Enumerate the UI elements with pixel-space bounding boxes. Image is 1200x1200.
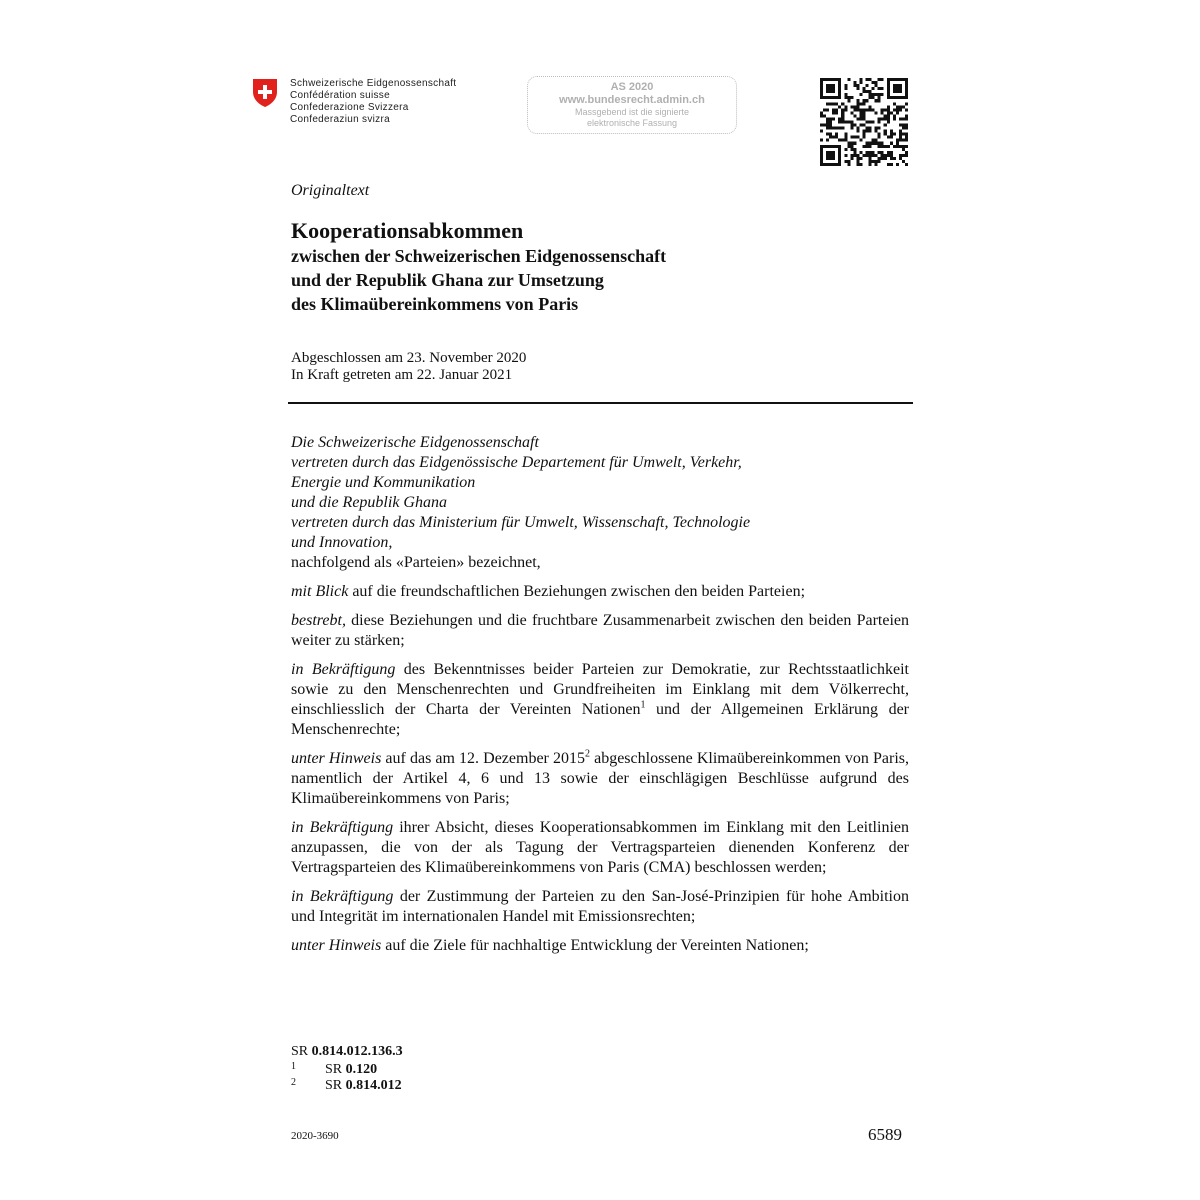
- preamble-paragraph: [291, 936, 909, 956]
- document-number: 2020-3690: [291, 1130, 339, 1142]
- footnote-ref[interactable]: 0.120: [345, 1062, 378, 1077]
- footnote-number: 1: [291, 1061, 296, 1072]
- preamble-paragraph: [291, 749, 909, 809]
- paragraph-text: auf die Ziele für nachhaltige Entwicklung der Vereinten Nationen;: [381, 937, 809, 954]
- footnote-prefix: SR: [325, 1078, 346, 1093]
- preamble-paragraph: [291, 611, 909, 651]
- paragraph-text: auf das am 12. Dezember 2015: [381, 750, 585, 767]
- footnote-number: 2: [291, 1077, 296, 1088]
- swiss-coat-of-arms-icon: [252, 78, 278, 108]
- footnote-item: [291, 1062, 403, 1078]
- title-line-3: des Klimaübereinkommens von Paris: [291, 294, 579, 314]
- confederation-de: Schweizerische Eidgenossenschaft: [290, 78, 457, 89]
- document-title: [291, 218, 666, 316]
- paragraph-text: des Bekenntnisses beider Parteien zur Demokratie, zur Rechtsstaatlichkeit sowie zu den Menschenrechten und Grundfreiheiten im Einklang mit dem Völkerrecht, einschliesslich der Charta der Vereinten Nationen: [291, 661, 909, 718]
- intro-line: Die Schweizerische Eidgenossenschaft: [291, 434, 539, 451]
- paragraph-text: der Zustimmung der Parteien zu den San-José-Prinzipien für hohe Ambition und Integrität im internationalen Handel mit Emissionsrechten;: [291, 888, 910, 925]
- qr-finder-pattern: [820, 145, 841, 166]
- intro-line: und Innovation,: [291, 534, 393, 551]
- intro-line: Energie und Kommunikation: [291, 474, 476, 491]
- footnote-item: [291, 1078, 403, 1094]
- paragraph-lead: unter Hinweis: [291, 937, 382, 954]
- stamp-note-2: elektronische Fassung: [586, 118, 678, 128]
- footnotes: [291, 1044, 403, 1094]
- title-main: Kooperationsabkommen: [291, 218, 524, 243]
- title-line-1: zwischen der Schweizerischen Eidgenossenschaft: [291, 246, 667, 266]
- sr-prefix: SR: [291, 1044, 312, 1059]
- sr-value: 0.814.012.136.3: [311, 1044, 403, 1059]
- stamp-note-1: Massgebend ist die signierte: [574, 107, 690, 117]
- intro-line: vertreten durch das Eidgenössische Departement für Umwelt, Verkehr,: [291, 454, 742, 471]
- paragraph-lead: bestrebt,: [291, 612, 346, 629]
- footnote-ref[interactable]: 0.814.012: [345, 1078, 402, 1093]
- confederation-fr: Confédération suisse: [290, 90, 390, 101]
- paragraph-lead: in Bekräftigung: [291, 819, 394, 836]
- in-force-date: In Kraft getreten am 22. Januar 2021: [291, 367, 513, 383]
- preamble-paragraph: [291, 818, 909, 878]
- page-number: 6589: [868, 1125, 902, 1144]
- paragraph-lead: mit Blick: [291, 583, 349, 600]
- footnote-ref-2[interactable]: 2: [585, 748, 590, 760]
- paragraph-text: auf die freundschaftlichen Beziehungen zwischen den beiden Parteien;: [348, 583, 806, 600]
- qr-code-icon: [820, 78, 908, 166]
- confederation-name-block: [290, 78, 456, 126]
- concluded-date: Abgeschlossen am 23. November 2020: [291, 350, 527, 366]
- preamble: [291, 433, 909, 965]
- paragraph-tail: abgeschlossene Klimaübereinkommen von Paris, namentlich der Artikel 4, 6 und 13 sowie der einschlägigen Beschlüsse aufgrund des Klimaübereinkommens von Paris;: [291, 750, 910, 807]
- qr-finder-pattern: [820, 78, 841, 99]
- intro-line: vertreten durch das Ministerium für Umwelt, Wissenschaft, Technologie: [291, 514, 751, 531]
- original-text-label: Originaltext: [291, 182, 370, 199]
- confederation-it: Confederazione Svizzera: [290, 102, 409, 113]
- paragraph-lead: unter Hinweis: [291, 750, 382, 767]
- intro-plain: nachfolgend als «Parteien» bezeichnet,: [291, 554, 541, 571]
- qr-finder-pattern: [887, 78, 908, 99]
- stamp-url[interactable]: www.bundesrecht.admin.ch: [559, 94, 705, 106]
- paragraph-lead: in Bekräftigung: [291, 888, 394, 905]
- preamble-paragraph: [291, 660, 909, 740]
- footnote-prefix: SR: [325, 1062, 346, 1077]
- paragraph-text: ihrer Absicht, dieses Kooperationsabkommen im Einklang mit den Leitlinien anzupassen, die von der als Tagung der Vertragsparteien dienenden Konferenz der Vertragsparteien des Klimaübereinkommens von Paris (CMA) beschlossen werden;: [291, 819, 909, 876]
- intro-line: und die Republik Ghana: [291, 494, 447, 511]
- preamble-paragraph: [291, 887, 909, 927]
- preamble-paragraph: [291, 582, 909, 602]
- paragraph-tail: und der Allgemeinen Erklärung der Menschenrechte;: [291, 701, 910, 738]
- stamp-collection: AS 2020: [610, 81, 654, 93]
- paragraph-lead: in Bekräftigung: [291, 661, 396, 678]
- sr-number: [291, 1044, 403, 1060]
- confederation-rm: Confederaziun svizra: [290, 114, 390, 125]
- title-line-2: und der Republik Ghana zur Umsetzung: [291, 270, 604, 290]
- horizontal-rule: [288, 402, 913, 404]
- footnote-ref-1[interactable]: 1: [640, 699, 646, 711]
- document-dates: [291, 350, 526, 384]
- official-stamp: [527, 76, 737, 134]
- paragraph-text: diese Beziehungen und die fruchtbare Zusammenarbeit zwischen den beiden Parteien weiter zu stärken;: [291, 612, 909, 649]
